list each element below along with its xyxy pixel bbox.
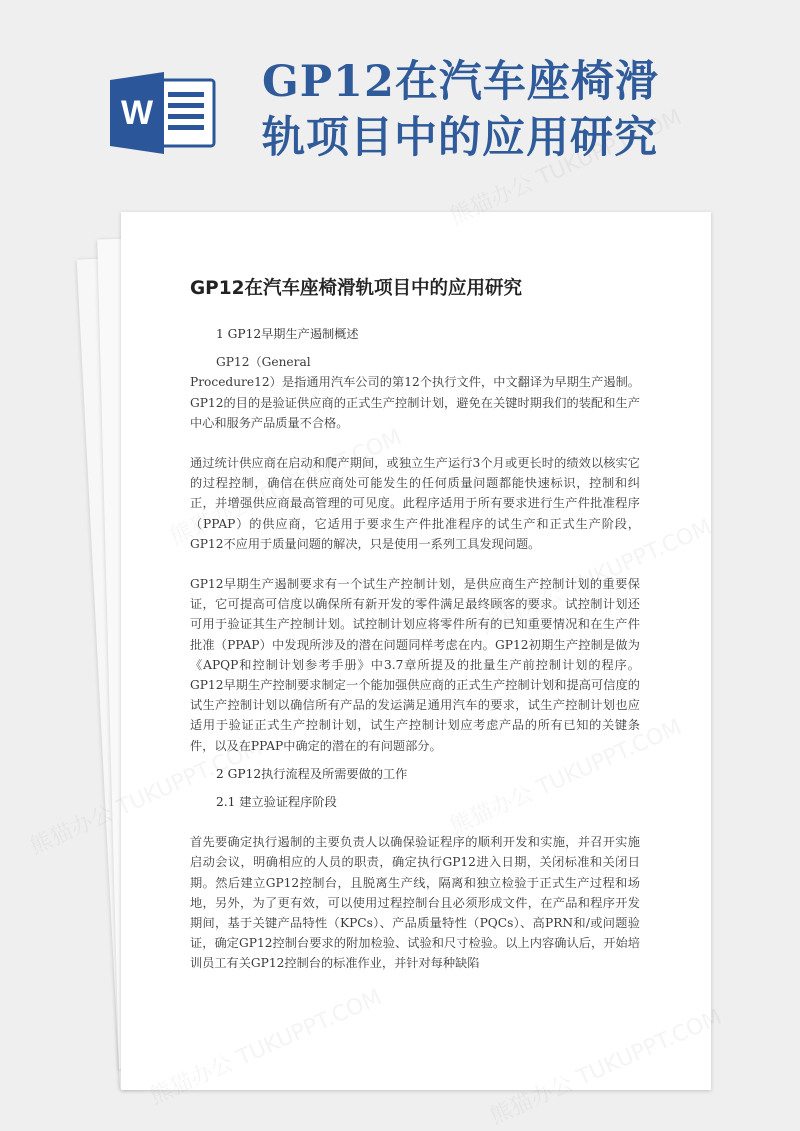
document-title: GP12在汽车座椅滑轨项目中的应用研究	[190, 278, 522, 299]
paragraph-4: 首先要确定执行遏制的主要负责人以确保验证程序的顺利开发和实施，并召开实施启动会议，明确相应的人员的职责，确定执行GP12进入日期，关闭标准和关闭日期。然后建立GP12控制台，且脱离生产线，隔离和独立检验于正式生产过程和场地，另外，为了更有效，可以使用过程控制台且必须形成文件，在产品和程序开发期间，基于关键产品特性（KPCs）、产品质量特性（PQCs）、高PRN和/或问题验证，确定GP12控制台要求的附加检验、试验和尺寸检验。以上内容确认后，开始培训员工有关GP12控制台的标准作业，并针对每种缺陷	[190, 835, 640, 971]
paragraph-2: 通过统计供应商在启动和爬产期间，或独立生产运行3个月或更长时的绩效以核实它的过程控制，确信在供应商处可能发生的任何质量问题都能快速标识，控制和纠正，并增强供应商最高管理的可见度。此程序适用于所有要求进行生产件批准程序（PPAP）的供应商，它适用于要求生产件批准程序的试生产和正式生产阶段，GP12不应用于质量问题的解决，只是使用一系列工具发现问题。	[190, 456, 640, 551]
word-document-icon	[110, 72, 218, 154]
word-logo-letter: W	[120, 94, 154, 132]
banner-title-line-2: 轨项目中的应用研究	[262, 113, 658, 163]
section-heading-2-1: 2.1 建立验证程序阶段	[216, 795, 337, 810]
section-heading-2: 2 GP12执行流程及所需要做的工作	[216, 766, 408, 781]
paragraph-1	[190, 352, 640, 433]
section-heading-1: 1 GP12早期生产遏制概述	[216, 327, 359, 341]
paragraph-1-body: Procedure12）是指通用汽车公司的第12个执行文件，中文翻译为早期生产遏制。GP12的目的是验证供应商的正式生产控制计划，避免在关键时期我们的装配和生产中心和服务产品质量不合格。	[190, 375, 640, 430]
paragraph-1-first-line: GP12（General	[216, 355, 311, 370]
paragraph-3: GP12早期生产遏制要求有一个试生产控制计划，是供应商生产控制计划的重要保证，它可提高可信度以确保所有新开发的零件满足最终顾客的要求。试控制计划还可用于验证其生产控制计划。试控制计划应将零件所有的已知重要情况和在生产件批准（PPAP）中发现所涉及的潜在问题同样考虑在内。GP12初期生产控制是做为《APQP和控制计划参考手册》中3.7章所提及的批量生产前控制计划的程序。GP12早期生产控制要求制定一个能加强供应商的正式生产控制计划和提高可信度的试生产控制计划以确信所有产品的发运满足通用汽车的要求，试生产控制计划也应适用于验证正式生产控制计划，试生产控制计划应考虑产品的所有已知的关键条件，以及在PPAP中确定的潜在的有问题部分。	[190, 577, 640, 753]
banner-title	[262, 54, 782, 166]
banner-title-line-1: GP12在汽车座椅滑	[262, 57, 659, 107]
document-body	[190, 276, 640, 982]
